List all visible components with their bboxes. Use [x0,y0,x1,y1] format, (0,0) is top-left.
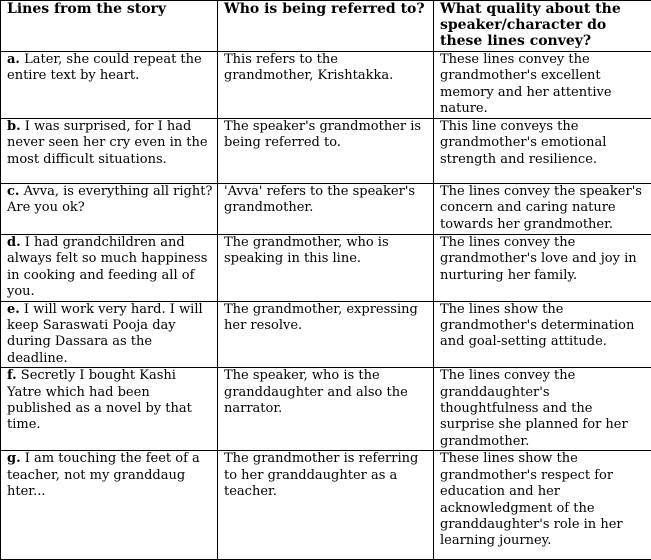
header-quality-conveyed: What quality about the speaker/character do these lines convey? [434,1,651,52]
quality-cell: These lines show the grandmother's respect for education and her acknowledgment of the granddaughter's role in her learning journey. [434,451,651,560]
who-cell: The grandmother, expressing her resolve. [218,301,434,368]
row-letter: c. [7,184,19,199]
row-letter: f. [7,368,17,383]
quality-cell: The lines show the grandmother's determination and goal-setting attitude. [434,301,651,368]
table-row [1,184,651,235]
who-cell: The speaker, who is the granddaughter and also the narrator. [218,368,434,451]
quality-cell: The lines convey the speaker's concern and caring nature towards her grandmother. [434,184,651,235]
who-cell: The grandmother is referring to her granddaughter as a teacher. [218,451,434,560]
row-letter: b. [7,119,21,134]
table-row [1,119,651,184]
line-cell [1,451,218,560]
who-cell: 'Avva' refers to the speaker's grandmother. [218,184,434,235]
row-letter: d. [7,235,21,250]
table-row [1,235,651,302]
line-text: Avva, is everything all right? Are you ok? [7,184,212,215]
table-row [1,301,651,368]
line-cell [1,52,218,119]
header-lines-from-story: Lines from the story [1,1,218,52]
line-text: Later, she could repeat the entire text by heart. [7,52,202,83]
line-text: Secretly I bought Kashi Yatre which had been published as a novel by that time. [7,368,192,432]
line-text: I was surprised, for I had never seen her cry even in the most difficult situations. [7,119,208,167]
line-text: I had grandchildren and always felt so much happiness in cooking and feeding all of you. [7,235,207,299]
line-cell [1,368,218,451]
line-cell [1,184,218,235]
line-text: I will work very hard. I will keep Saraswati Pooja day during Dassara as the deadline. [7,302,203,366]
who-cell: The grandmother, who is speaking in this line. [218,235,434,302]
line-text: I am touching the feet of a teacher, not my granddaug hter... [7,451,200,499]
row-letter: e. [7,302,20,317]
who-cell: The speaker's grandmother is being referred to. [218,119,434,184]
line-cell [1,119,218,184]
table-row [1,451,651,560]
header-row [1,1,651,52]
row-letter: g. [7,451,21,466]
quality-cell: The lines convey the grandmother's love and joy in nurturing her family. [434,235,651,302]
row-letter: a. [7,52,20,67]
table-row [1,52,651,119]
quality-cell: These lines convey the grandmother's excellent memory and her attentive nature. [434,52,651,119]
quality-cell: This line conveys the grandmother's emotional strength and resilience. [434,119,651,184]
quality-cell: The lines convey the granddaughter's thoughtfulness and the surprise she planned for her grandmother. [434,368,651,451]
table-row [1,368,651,451]
line-cell [1,235,218,302]
line-cell [1,301,218,368]
who-cell: This refers to the grandmother, Krishtakka. [218,52,434,119]
header-who-referred: Who is being referred to? [218,1,434,52]
